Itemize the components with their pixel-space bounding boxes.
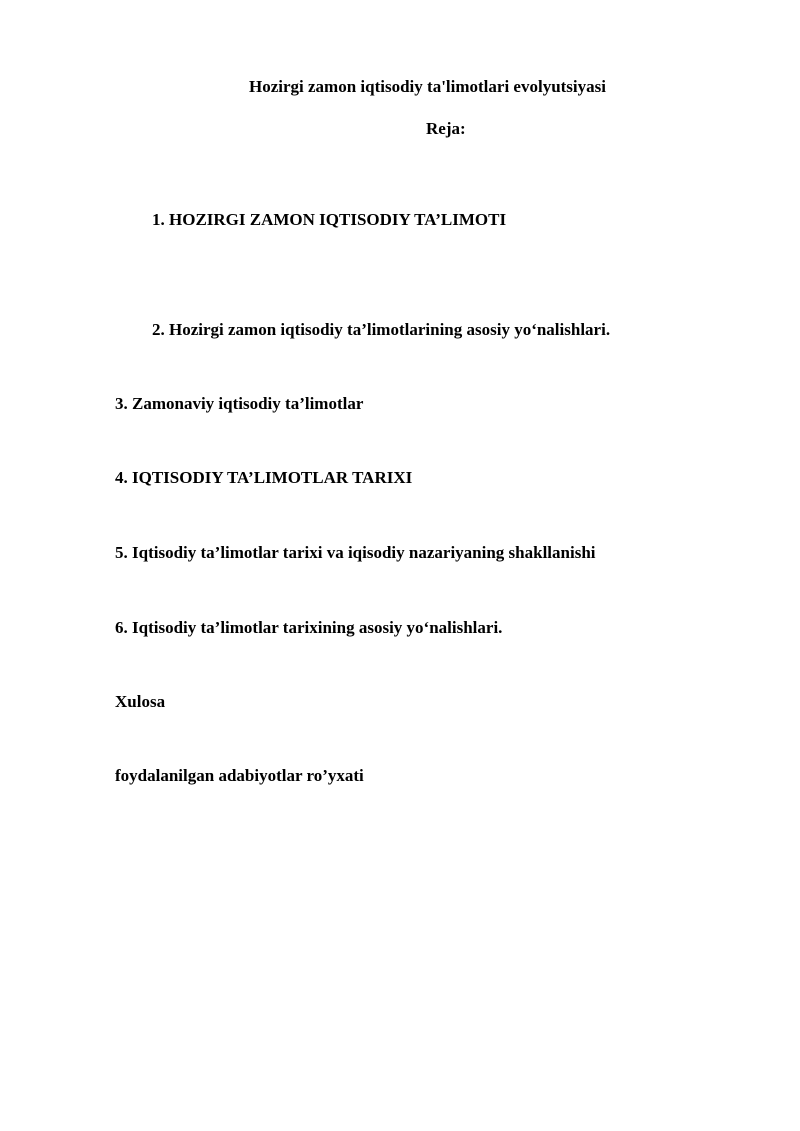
plan-item-references: foydalanilgan adabiyotlar ro’yxati: [115, 766, 364, 785]
plan-item-2: 2. Hozirgi zamon iqtisodiy ta’limotlarining asosiy yo‘nalishlari.: [152, 320, 611, 339]
plan-item-conclusion: Xulosa: [115, 692, 166, 711]
plan-item-5: 5. Iqtisodiy ta’limotlar tarixi va iqisodiy nazariyaning shakllanishi: [115, 543, 596, 562]
plan-item-4: 4. IQTISODIY TA’LIMOTLAR TARIXI: [115, 468, 413, 487]
plan-item-3: 3. Zamonaviy iqtisodiy ta’limotlar: [115, 394, 364, 413]
document-title: Hozirgi zamon iqtisodiy ta'limotlari evolyutsiyasi: [249, 77, 606, 96]
plan-item-6: 6. Iqtisodiy ta’limotlar tarixining asosiy yo‘nalishlari.: [115, 618, 503, 637]
plan-item-1: 1. HOZIRGI ZAMON IQTISODIY TA’LIMOTI: [152, 210, 507, 229]
plan-heading: Reja:: [426, 119, 466, 138]
